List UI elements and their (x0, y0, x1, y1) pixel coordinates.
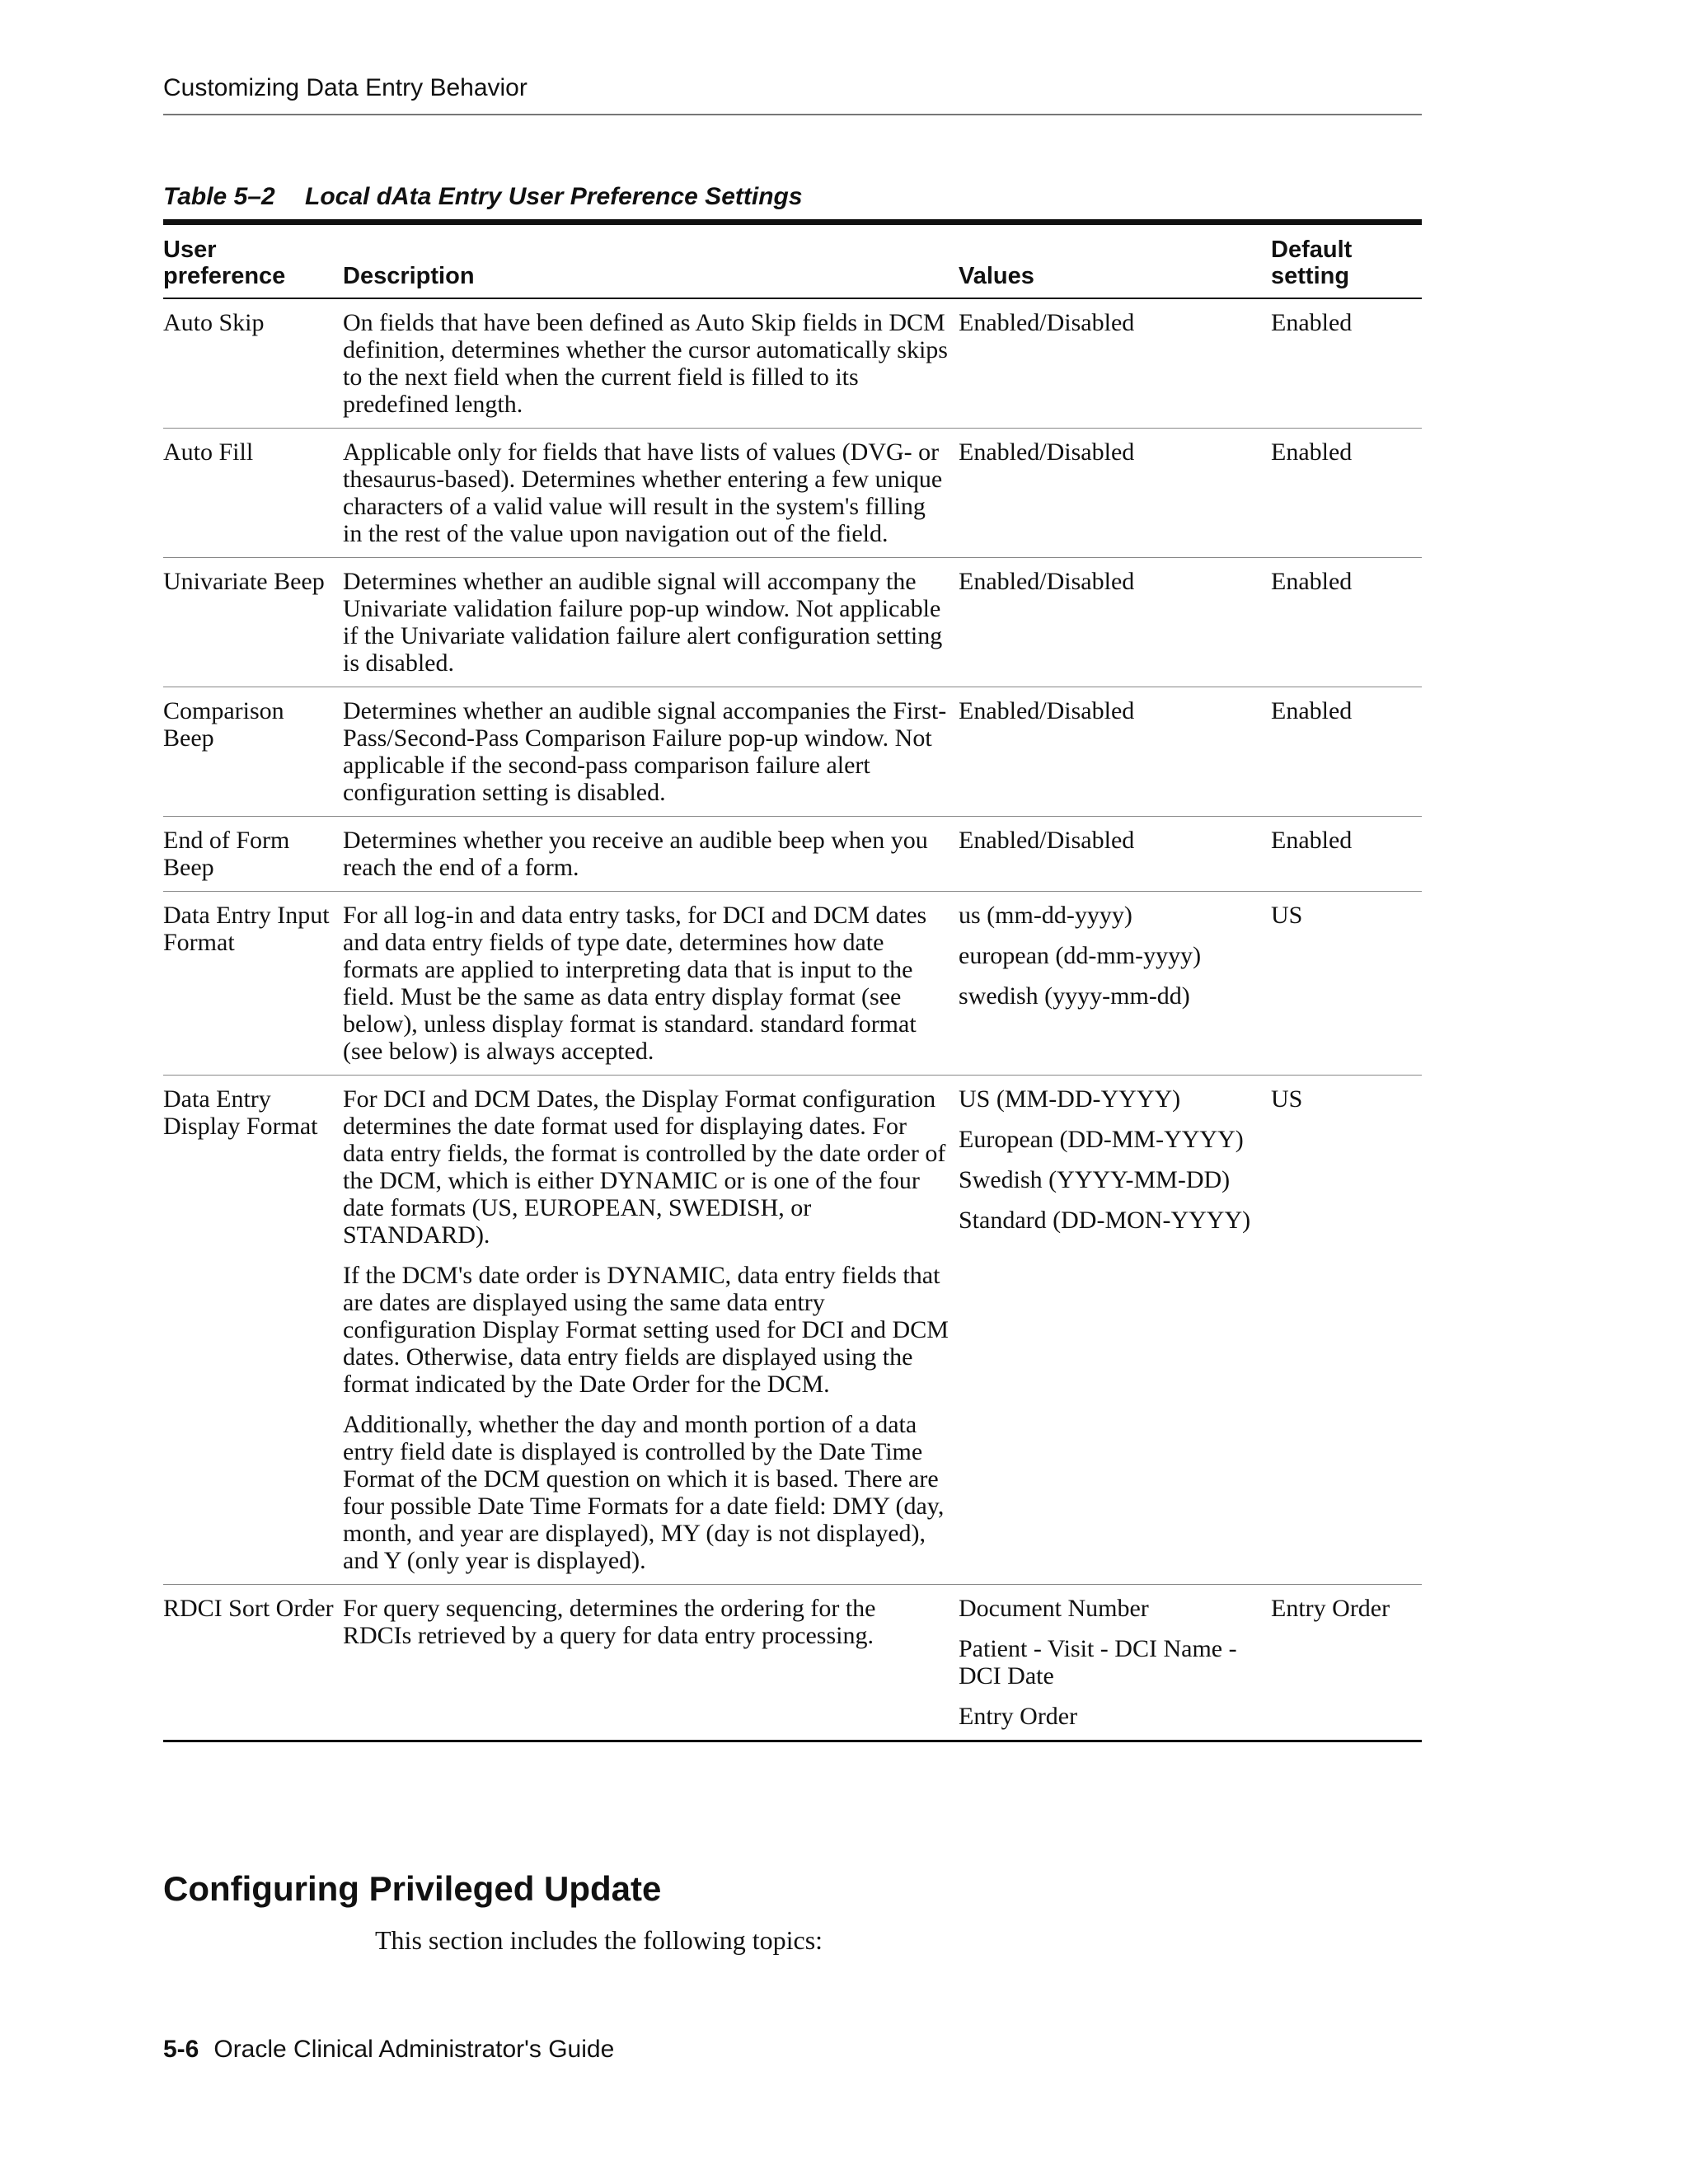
cell-preference: Auto Fill (163, 429, 343, 558)
table-row (163, 892, 1422, 1076)
cell-default: Entry Order (1271, 1595, 1390, 1622)
table-row (163, 298, 1422, 429)
cell-description (343, 817, 959, 892)
value-option: Patient - Visit - DCI Name - DCI Date (959, 1635, 1237, 1690)
value-option: Swedish (YYYY-MM-DD) (959, 1166, 1231, 1193)
description-paragraph: Determines whether you receive an audible beep when you reach the end of a form. (343, 827, 928, 881)
cell-default: Enabled (1271, 687, 1422, 817)
running-header: Customizing Data Entry Behavior (163, 74, 528, 101)
cell-values (959, 687, 1271, 817)
cell-description (343, 298, 959, 429)
value-option: Enabled/Disabled (959, 438, 1135, 466)
table-row (163, 1076, 1422, 1585)
cell-values (959, 892, 1271, 1076)
cell-description (343, 1076, 959, 1585)
value-option: Document Number (959, 1595, 1149, 1622)
description-paragraph: For query sequencing, determines the ordering for the RDCIs retrieved by a query for data entry processing. (343, 1595, 876, 1649)
value-option: European (DD-MM-YYYY) (959, 1126, 1244, 1153)
column-header-default: Default setting (1271, 223, 1422, 299)
table-caption-title: Local dAta Entry User Preference Settings (305, 183, 803, 210)
table-caption-number: Table 5–2 (163, 183, 275, 210)
table-caption (163, 183, 803, 211)
value-option: us (mm-dd-yyyy) (959, 902, 1132, 929)
cell-preference: Auto Skip (163, 298, 343, 429)
cell-preference: Comparison Beep (163, 687, 343, 817)
description-paragraph: Determines whether an audible signal will accompany the Univariate validation failure pop-up window. Not applicable if the Univariate validation failure alert configuration setting is disabled. (343, 568, 943, 677)
cell-preference: Data Entry Input Format (163, 892, 343, 1076)
table-row (163, 817, 1422, 892)
description-paragraph: If the DCM's date order is DYNAMIC, data entry fields that are dates are displayed using the same data entry configuration Display Format setting used for DCI and DCM dates. Otherwise, data entry fields are displayed using the format indicated by the Date Order for the DCM. (343, 1262, 949, 1398)
description-paragraph: On fields that have been defined as Auto Skip fields in DCM definition, determines whether the cursor automatically skips to the next field when the current field is filled to its predefined length. (343, 309, 948, 418)
description-paragraph: Determines whether an audible signal accompanies the First-Pass/Second-Pass Comparison Failure pop-up window. Not applicable if the second-pass comparison failure alert configuration setting is disabled. (343, 697, 947, 806)
section-intro: This section includes the following topics: (375, 1925, 823, 1955)
value-option: european (dd-mm-yyyy) (959, 942, 1202, 969)
cell-default: Enabled (1271, 558, 1422, 687)
cell-description (343, 558, 959, 687)
description-paragraph: Applicable only for fields that have lists of values (DVG- or thesaurus-based). Determines whether entering a few unique characters of a valid value will result in the system's filling in the rest of the value upon navigation out of the field. (343, 438, 943, 547)
cell-default: Enabled (1271, 298, 1422, 429)
section-title: Configuring Privileged Update (163, 1869, 662, 1908)
cell-default: US (1271, 1076, 1422, 1585)
description-paragraph: For all log-in and data entry tasks, for DCI and DCM dates and data entry fields of type date, determines how date formats are applied to interpreting data that is input to the field. Must be the same as data entry display format (see below), unless display format is standard. standard format (see below) is always accepted. (343, 902, 927, 1065)
value-option: Enabled/Disabled (959, 309, 1135, 336)
cell-preference: Univariate Beep (163, 558, 343, 687)
description-paragraph: For DCI and DCM Dates, the Display Format configuration determines the date format used for displaying dates. For data entry fields, the format is controlled by the date order of the DCM, which is either DYNAMIC or is one of the four date formats (US, EUROPEAN, SWEDISH, or STANDARD). (343, 1085, 946, 1249)
cell-values (959, 429, 1271, 558)
table-row (163, 429, 1422, 558)
value-option: Enabled/Disabled (959, 568, 1135, 595)
cell-preference: End of Form Beep (163, 817, 343, 892)
cell-default: US (1271, 892, 1422, 1076)
column-header-values: Values (959, 223, 1271, 299)
table-row (163, 1585, 1422, 1741)
cell-default: Enabled (1271, 429, 1422, 558)
value-option: Standard (DD-MON-YYYY) (959, 1207, 1251, 1234)
cell-description (343, 1585, 959, 1741)
cell-values (959, 298, 1271, 429)
table-row (163, 687, 1422, 817)
table-body (163, 298, 1422, 1741)
column-header-preference: User preference (163, 223, 343, 299)
value-option: Enabled/Disabled (959, 827, 1135, 854)
cell-preference: RDCI Sort Order (163, 1595, 334, 1622)
value-option: Enabled/Disabled (959, 697, 1135, 724)
cell-description (343, 687, 959, 817)
cell-description (343, 892, 959, 1076)
preference-table-wrap (163, 219, 1422, 1742)
value-option: swedish (yyyy-mm-dd) (959, 982, 1190, 1010)
cell-values (959, 1076, 1271, 1585)
page-number: 5-6 (163, 2036, 199, 2063)
table-header-row (163, 223, 1422, 299)
cell-default: Enabled (1271, 817, 1422, 892)
value-option: US (MM-DD-YYYY) (959, 1085, 1181, 1113)
value-option: Entry Order (959, 1703, 1078, 1730)
header-rule (163, 114, 1422, 115)
cell-values (959, 817, 1271, 892)
cell-values (959, 1585, 1271, 1741)
description-paragraph: Additionally, whether the day and month portion of a data entry field date is displayed is controlled by the Date Time Format of the DCM question on which it is based. There are four possible Date Time Formats for a date field: DMY (day, month, and year are displayed), MY (day is not displayed), and Y (only year is displayed). (343, 1411, 945, 1574)
book-title: Oracle Clinical Administrator's Guide (213, 2036, 615, 2063)
column-header-description: Description (343, 223, 959, 299)
preference-table (163, 219, 1422, 1742)
table-row (163, 558, 1422, 687)
cell-description (343, 429, 959, 558)
cell-preference: Data Entry Display Format (163, 1076, 343, 1585)
page-footer (163, 2036, 614, 2064)
cell-values (959, 558, 1271, 687)
